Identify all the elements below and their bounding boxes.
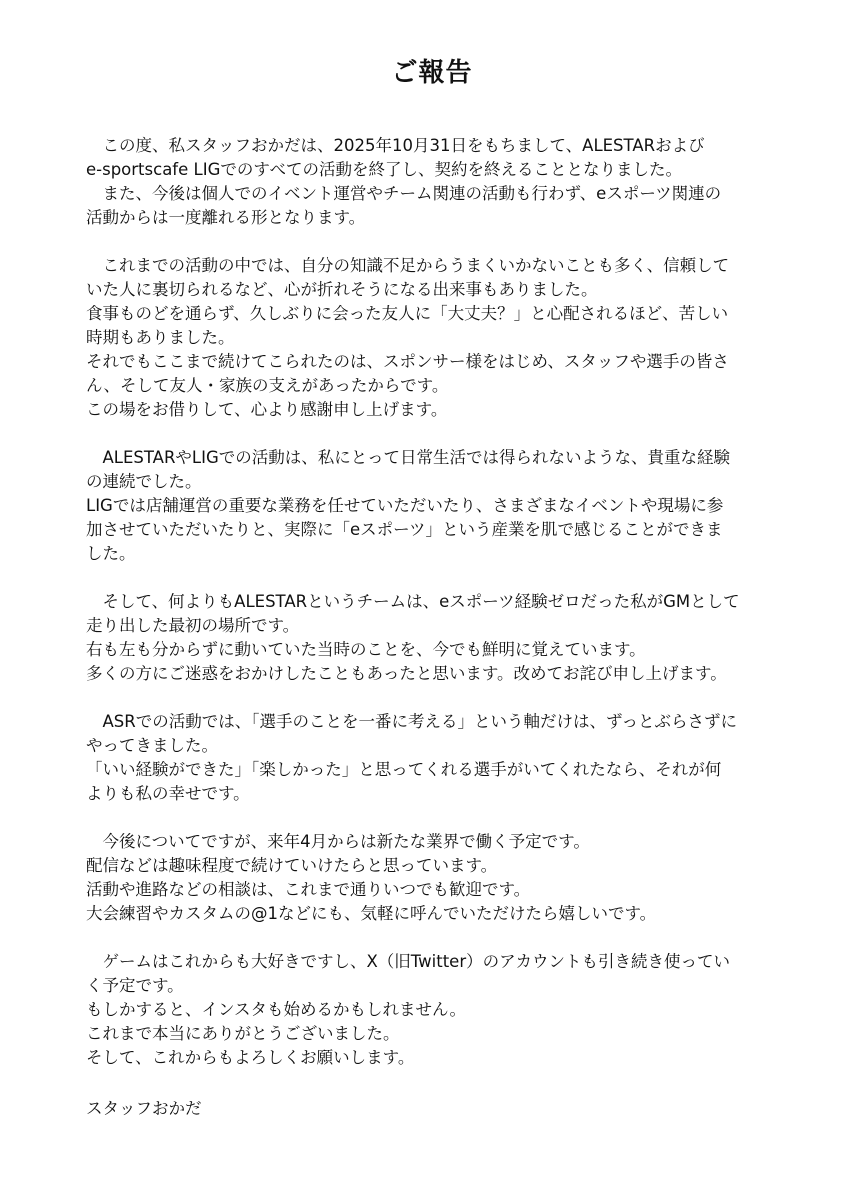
text-line: そして、これからもよろしくお願いします。 xyxy=(86,1048,415,1067)
text-line: 食事ものどを通らず、久しぶりに会った友人に「大丈夫？」と心配されるほど、苦しい xyxy=(86,304,729,323)
text-line: 活動や進路などの相談は、これまで通りいつでも歓迎です。 xyxy=(86,880,531,899)
text-line: ゲームはこれからも大好きですし、X（旧Twitter）のアカウントも引き続き使ってい xyxy=(86,952,730,971)
text-line: 「いい経験ができた」「楽しかった」と思ってくれる選手がいてくれたなら、それが何 xyxy=(86,760,722,779)
text-line: よりも私の幸せです。 xyxy=(86,784,250,803)
paragraph-spacer xyxy=(86,806,786,830)
text-line: いた人に裏切られるなど、心が折れそうになる出来事もありました。 xyxy=(86,280,598,299)
text-line: 今後についてですが、来年4月からは新たな業界で働く予定です。 xyxy=(86,832,590,851)
text-line: これまでの活動の中では、自分の知識不足からうまくいかないことも多く、信頼して xyxy=(86,256,730,275)
text-line: の連続でした。 xyxy=(86,472,202,491)
text-line: 大会練習やカスタムの@1などにも、気軽に呼んでいただけたら嬉しいです。 xyxy=(86,904,657,923)
text-line: この場をお借りして、心より感謝申し上げます。 xyxy=(86,400,448,419)
text-line: e-sportscafe LIGでのすべての活動を終了し、契約を終えることとなりました。 xyxy=(86,160,683,179)
text-line: 走り出した最初の場所です。 xyxy=(86,616,300,635)
paragraph-2 xyxy=(86,254,786,422)
text-line: 活動からは一度離れる形となります。 xyxy=(86,208,366,227)
text-line: そして、何よりもALESTARというチームは、eスポーツ経験ゼロだった私がGMとして xyxy=(86,592,740,611)
text-line: この度、私スタッフおかだは、2025年10月31日をもちまして、ALESTARおよび xyxy=(86,136,705,155)
signature: スタッフおかだ xyxy=(86,1099,202,1118)
text-line: 右も左も分からずに動いていた当時のことを、今でも鮮明に覚えています。 xyxy=(86,640,646,659)
text-line: やってきました。 xyxy=(86,736,218,755)
paragraph-4 xyxy=(86,590,786,686)
paragraph-1 xyxy=(86,134,786,230)
paragraph-spacer xyxy=(86,422,786,446)
paragraph-7 xyxy=(86,950,786,1070)
text-line: ASRでの活動では、「選手のことを一番に考える」という軸だけは、ずっとぶらさずに xyxy=(86,712,737,731)
text-line: LIGでは店舗運営の重要な業務を任せていただいたり、さまざまなイベントや現場に参 xyxy=(86,496,724,515)
text-line: 加させていただいたりと、実際に「eスポーツ」という産業を肌で感じることができま xyxy=(86,520,723,539)
text-line: 配信などは趣味程度で続けていけたらと思っています。 xyxy=(86,856,498,875)
paragraph-3 xyxy=(86,446,786,566)
text-line: ん、そして友人・家族の支えがあったからです。 xyxy=(86,376,449,395)
paragraph-spacer xyxy=(86,686,786,710)
paragraph-spacer xyxy=(86,230,786,254)
paragraph-spacer xyxy=(86,566,786,590)
text-line: それでもここまで続けてこられたのは、スポンサー様をはじめ、スタッフや選手の皆さ xyxy=(86,352,729,371)
text-line: もしかすると、インスタも始めるかもしれません。 xyxy=(86,1000,466,1019)
text-line: 多くの方にご迷惑をおかけしたこともあったと思います。改めてお詫び申し上げます。 xyxy=(86,664,727,683)
text-line: これまで本当にありがとうございました。 xyxy=(86,1024,400,1043)
text-line: した。 xyxy=(86,544,136,563)
text-line: ALESTARやLIGでの活動は、私にとって日常生活では得られないような、貴重な経験 xyxy=(86,448,730,467)
paragraph-spacer xyxy=(86,926,786,950)
paragraph-5 xyxy=(86,710,786,806)
text-line: 時期もありました。 xyxy=(86,328,235,347)
text-line: また、今後は個人でのイベント運営やチーム関連の活動も行わず、eスポーツ関連の xyxy=(86,184,722,203)
text-line: く予定です。 xyxy=(86,976,184,995)
paragraph-6 xyxy=(86,830,786,926)
document-body xyxy=(86,134,786,1070)
document-title: ご報告 xyxy=(391,58,473,88)
